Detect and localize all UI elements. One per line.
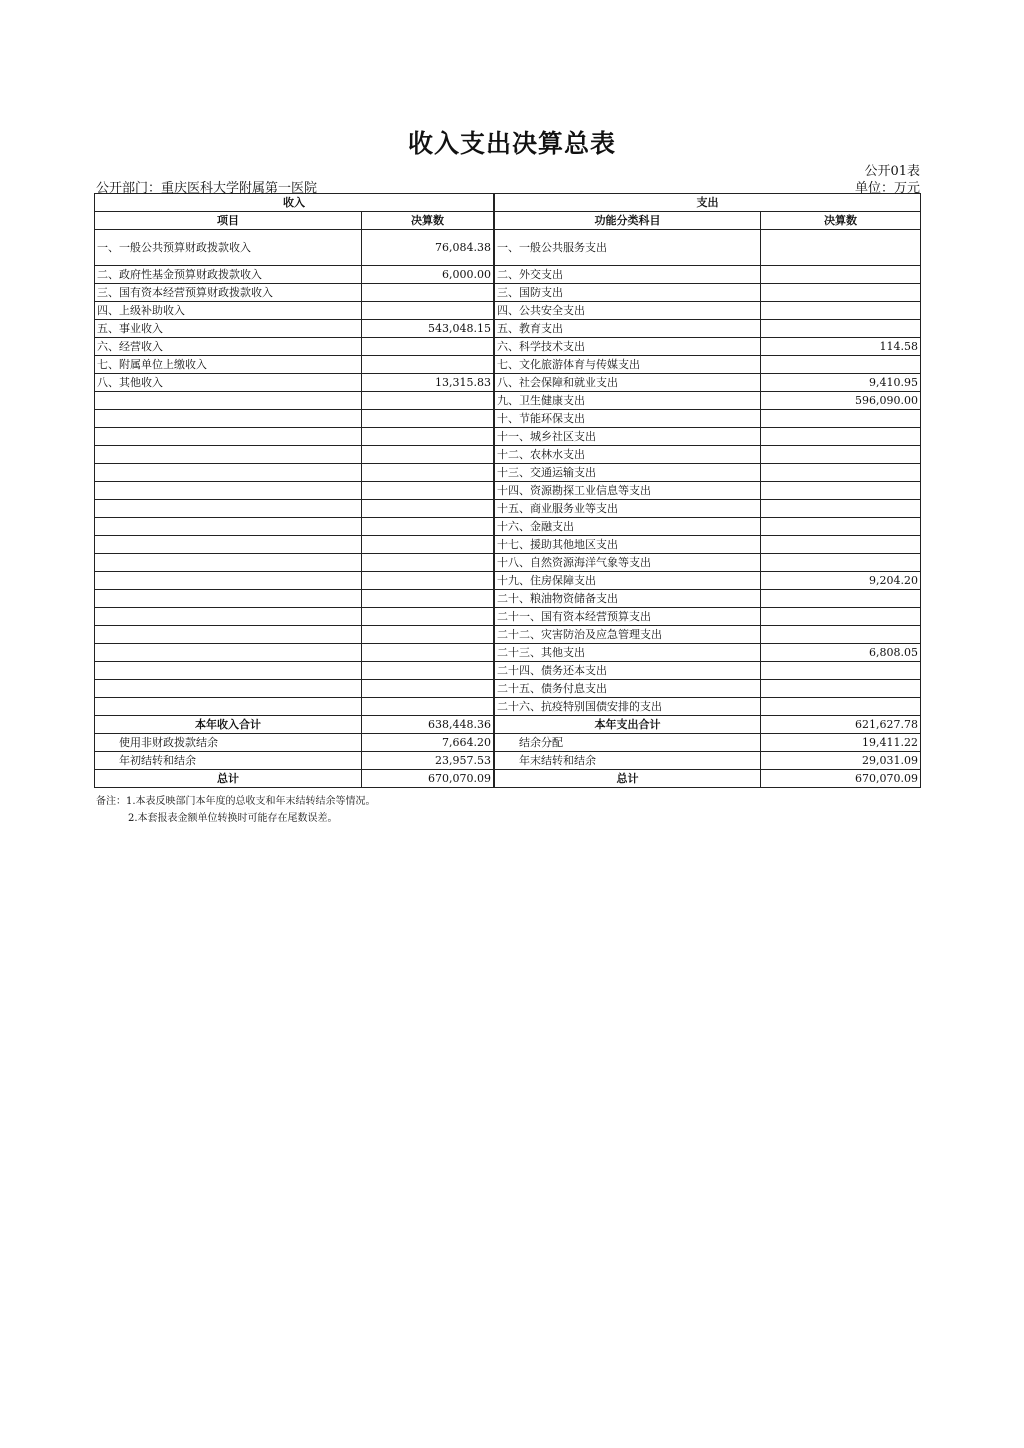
income-amount-cell	[362, 302, 494, 320]
income-item-cell: 三、国有资本经营预算财政拨款收入	[95, 284, 362, 302]
income-amount-cell	[362, 392, 494, 410]
table-row	[95, 320, 921, 338]
income-item-cell	[95, 680, 362, 698]
table-row	[95, 410, 921, 428]
form-number: 公开01表	[864, 164, 920, 179]
col-func-category-header: 功能分类科目	[495, 212, 761, 230]
table-row	[95, 464, 921, 482]
grand-expense-label: 总计	[495, 770, 761, 788]
expense-amount-cell: 6,808.05	[761, 644, 921, 662]
table-row	[95, 392, 921, 410]
table-row	[95, 590, 921, 608]
table-row	[95, 536, 921, 554]
table-row	[95, 446, 921, 464]
expense-item-cell: 五、教育支出	[495, 320, 761, 338]
income-amount-cell	[362, 572, 494, 590]
expense-item-cell: 二、外交支出	[495, 266, 761, 284]
table-row	[95, 302, 921, 320]
department-label: 公开部门：重庆医科大学附属第一医院	[96, 181, 318, 196]
income-item-cell	[95, 518, 362, 536]
expense-item-cell: 二十四、债务还本支出	[495, 662, 761, 680]
table-row	[95, 680, 921, 698]
income-amount-cell	[362, 338, 494, 356]
year-expense-label: 本年支出合计	[495, 716, 761, 734]
income-amount-cell	[362, 662, 494, 680]
expense-item-cell: 十四、资源勘探工业信息等支出	[495, 482, 761, 500]
income-item-cell: 二、政府性基金预算财政拨款收入	[95, 266, 362, 284]
expense-amount-cell	[761, 536, 921, 554]
begin-value: 23,957.53	[362, 752, 494, 770]
expense-amount-cell	[761, 626, 921, 644]
income-amount-cell	[362, 608, 494, 626]
detail-rows	[95, 230, 921, 716]
expense-item-cell: 三、国防支出	[495, 284, 761, 302]
income-amount-cell	[362, 626, 494, 644]
table-row	[95, 428, 921, 446]
income-item-cell	[95, 482, 362, 500]
expense-amount-cell	[761, 608, 921, 626]
expense-amount-cell	[761, 482, 921, 500]
income-amount-cell: 543,048.15	[362, 320, 494, 338]
end-value: 29,031.09	[761, 752, 921, 770]
nonfiscal-value: 7,664.20	[362, 734, 494, 752]
income-amount-cell	[362, 464, 494, 482]
income-item-cell	[95, 644, 362, 662]
income-item-cell	[95, 446, 362, 464]
expense-item-cell: 四、公共安全支出	[495, 302, 761, 320]
unit-label: 单位：万元	[854, 181, 920, 196]
income-item-cell: 八、其他收入	[95, 374, 362, 392]
expense-amount-cell: 596,090.00	[761, 392, 921, 410]
expense-amount-cell	[761, 428, 921, 446]
table-row	[95, 518, 921, 536]
table-row	[95, 644, 921, 662]
income-amount-cell	[362, 410, 494, 428]
expense-amount-cell	[761, 446, 921, 464]
expense-item-cell: 十一、城乡社区支出	[495, 428, 761, 446]
income-section-header: 收入	[95, 194, 494, 212]
income-item-cell	[95, 626, 362, 644]
nonfiscal-label: 使用非财政拨款结余	[95, 734, 362, 752]
table-row	[95, 698, 921, 716]
expense-section-header: 支出	[495, 194, 921, 212]
table-row	[95, 500, 921, 518]
income-item-cell	[95, 572, 362, 590]
income-amount-cell	[362, 554, 494, 572]
expense-item-cell: 十八、自然资源海洋气象等支出	[495, 554, 761, 572]
end-label: 年末结转和结余	[495, 752, 761, 770]
expense-item-cell: 八、社会保障和就业支出	[495, 374, 761, 392]
table-row	[95, 572, 921, 590]
income-amount-cell	[362, 284, 494, 302]
expense-amount-cell	[761, 698, 921, 716]
table-row	[95, 626, 921, 644]
income-item-cell: 五、事业收入	[95, 320, 362, 338]
income-amount-cell	[362, 446, 494, 464]
note-line-2: 2.本套报表金额单位转换时可能存在尾数误差。	[128, 813, 338, 824]
table-row	[95, 482, 921, 500]
expense-item-cell: 九、卫生健康支出	[495, 392, 761, 410]
grand-income-value: 670,070.09	[362, 770, 494, 788]
grand-total-row	[95, 770, 921, 788]
grand-expense-value: 670,070.09	[761, 770, 921, 788]
table-row	[95, 284, 921, 302]
year-expense-value: 621,627.78	[761, 716, 921, 734]
notes	[96, 793, 376, 827]
table-row	[95, 608, 921, 626]
income-item-cell: 一、一般公共预算财政拨款收入	[95, 230, 362, 266]
expense-amount-cell	[761, 680, 921, 698]
expense-amount-cell	[761, 554, 921, 572]
col-amount-header: 决算数	[362, 212, 494, 230]
expense-amount-cell: 114.58	[761, 338, 921, 356]
page-title: 收入支出决算总表	[407, 129, 616, 158]
expense-amount-cell	[761, 356, 921, 374]
table-row	[95, 338, 921, 356]
table-row	[95, 374, 921, 392]
expense-item-cell: 二十三、其他支出	[495, 644, 761, 662]
income-amount-cell	[362, 644, 494, 662]
income-amount-cell: 6,000.00	[362, 266, 494, 284]
begin-label: 年初结转和结余	[95, 752, 362, 770]
year-total-row	[95, 716, 921, 734]
expense-item-cell: 六、科学技术支出	[495, 338, 761, 356]
income-amount-cell	[362, 500, 494, 518]
expense-item-cell: 一、一般公共服务支出	[495, 230, 761, 266]
income-item-cell	[95, 536, 362, 554]
expense-item-cell: 十三、交通运输支出	[495, 464, 761, 482]
expense-amount-cell	[761, 320, 921, 338]
expense-amount-cell	[761, 500, 921, 518]
expense-amount-cell	[761, 284, 921, 302]
income-item-cell: 四、上级补助收入	[95, 302, 362, 320]
section-header-row	[95, 194, 921, 212]
note-line-1: 备注：1.本表反映部门本年度的总收支和年末结转结余等情况。	[96, 796, 376, 807]
expense-amount-cell	[761, 410, 921, 428]
income-item-cell	[95, 590, 362, 608]
col-amount2-header: 决算数	[761, 212, 921, 230]
income-amount-cell: 76,084.38	[362, 230, 494, 266]
expense-item-cell: 十九、住房保障支出	[495, 572, 761, 590]
income-amount-cell	[362, 518, 494, 536]
col-item-header: 项目	[95, 212, 362, 230]
income-item-cell: 七、附属单位上缴收入	[95, 356, 362, 374]
table-row	[95, 554, 921, 572]
year-income-value: 638,448.36	[362, 716, 494, 734]
grand-income-label: 总计	[95, 770, 362, 788]
income-amount-cell	[362, 428, 494, 446]
expense-amount-cell	[761, 302, 921, 320]
expense-amount-cell: 9,410.95	[761, 374, 921, 392]
income-amount-cell	[362, 590, 494, 608]
expense-item-cell: 十七、援助其他地区支出	[495, 536, 761, 554]
expense-item-cell: 二十二、灾害防治及应急管理支出	[495, 626, 761, 644]
expense-item-cell: 十、节能环保支出	[495, 410, 761, 428]
income-amount-cell	[362, 536, 494, 554]
income-item-cell	[95, 662, 362, 680]
surplus-label: 结余分配	[495, 734, 761, 752]
expense-amount-cell	[761, 266, 921, 284]
expense-item-cell: 二十、粮油物资储备支出	[495, 590, 761, 608]
expense-amount-cell	[761, 662, 921, 680]
income-amount-cell: 13,315.83	[362, 374, 494, 392]
expense-item-cell: 十二、农林水支出	[495, 446, 761, 464]
table-row	[95, 662, 921, 680]
income-item-cell: 六、经营收入	[95, 338, 362, 356]
income-item-cell	[95, 608, 362, 626]
income-amount-cell	[362, 698, 494, 716]
income-item-cell	[95, 698, 362, 716]
expense-item-cell: 二十五、债务付息支出	[495, 680, 761, 698]
expense-amount-cell	[761, 230, 921, 266]
income-amount-cell	[362, 356, 494, 374]
expense-item-cell: 七、文化旅游体育与传媒支出	[495, 356, 761, 374]
table-row	[95, 356, 921, 374]
expense-amount-cell	[761, 464, 921, 482]
expense-item-cell: 十五、商业服务业等支出	[495, 500, 761, 518]
income-item-cell	[95, 410, 362, 428]
expense-amount-cell: 9,204.20	[761, 572, 921, 590]
carryover-row	[95, 752, 921, 770]
expense-item-cell: 十六、金融支出	[495, 518, 761, 536]
expense-item-cell: 二十六、抗疫特别国债安排的支出	[495, 698, 761, 716]
income-item-cell	[95, 392, 362, 410]
income-expense-table	[94, 193, 921, 788]
income-amount-cell	[362, 482, 494, 500]
nonfiscal-row	[95, 734, 921, 752]
expense-amount-cell	[761, 518, 921, 536]
surplus-value: 19,411.22	[761, 734, 921, 752]
income-item-cell	[95, 428, 362, 446]
expense-amount-cell	[761, 590, 921, 608]
income-item-cell	[95, 500, 362, 518]
table-row	[95, 266, 921, 284]
year-income-label: 本年收入合计	[95, 716, 362, 734]
income-amount-cell	[362, 680, 494, 698]
income-item-cell	[95, 464, 362, 482]
expense-item-cell: 二十一、国有资本经营预算支出	[495, 608, 761, 626]
table-row	[95, 230, 921, 266]
column-header-row	[95, 212, 921, 230]
income-item-cell	[95, 554, 362, 572]
